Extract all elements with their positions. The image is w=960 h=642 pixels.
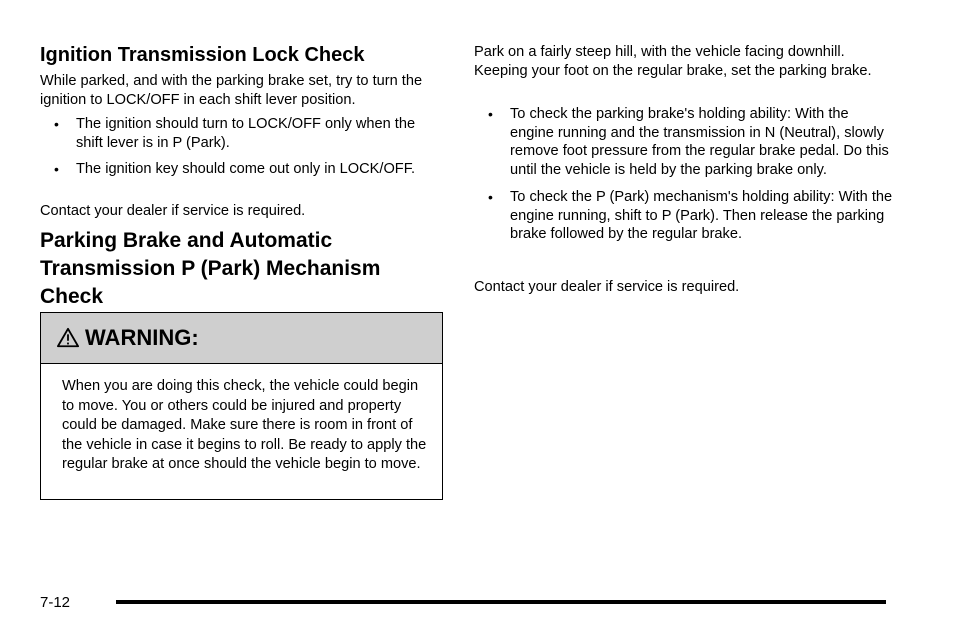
footer-rule bbox=[116, 600, 886, 604]
parking-brake-intro: Park on a fairly steep hill, with the vehicle facing downhill. Keeping your foot on the regular brake, set the parking brake. bbox=[474, 44, 872, 79]
list-item: • The ignition key should come out only in LOCK/OFF. bbox=[54, 161, 416, 177]
parking-brake-contact-dealer: Contact your dealer if service is required. bbox=[474, 279, 740, 295]
bullet-icon: • bbox=[54, 161, 59, 177]
list-item: • The ignition should turn to LOCK/OFF only when the shift lever is in P (Park). bbox=[54, 116, 416, 151]
section-heading-ignition-lock: Ignition Transmission Lock Check bbox=[40, 44, 365, 66]
ignition-lock-bullet-list bbox=[40, 115, 440, 179]
list-item: • To check the P (Park) mechanism's holding ability: With the engine running, shift to P (Park). Then release the parking brake followed by the regular brake. bbox=[488, 189, 893, 242]
bullet-icon: • bbox=[488, 106, 493, 122]
list-item: • To check the parking brake's holding ability: With the engine running and the transmission in N (Neutral), slowly remove foot pressure from the regular brake pedal. Do this until the vehicle is held by the parking brake only. bbox=[488, 106, 889, 178]
warning-header bbox=[41, 313, 442, 364]
warning-box bbox=[40, 312, 443, 500]
parking-brake-bullet-list bbox=[474, 105, 894, 244]
ignition-lock-intro: While parked, and with the parking brake set, try to turn the ignition to LOCK/OFF in each shift lever position. bbox=[40, 73, 423, 108]
bullet-icon: • bbox=[488, 189, 493, 205]
page-number: 7-12 bbox=[40, 594, 71, 611]
warning-title: WARNING: bbox=[85, 325, 199, 350]
bullet-icon: • bbox=[54, 116, 59, 132]
section-heading-parking-brake: Parking Brake and Automatic Transmission P (Park) Mechanism Check bbox=[40, 229, 381, 308]
ignition-lock-contact-dealer: Contact your dealer if service is required. bbox=[40, 203, 306, 219]
warning-body: When you are doing this check, the vehicle could begin to move. You or others could be injured and property could be damaged. Make sure there is room in front of the vehicle in case it begins to roll. Be ready to apply the regular brake at once should the vehicle begin to move. bbox=[62, 378, 427, 472]
warning-triangle-icon bbox=[57, 327, 79, 349]
